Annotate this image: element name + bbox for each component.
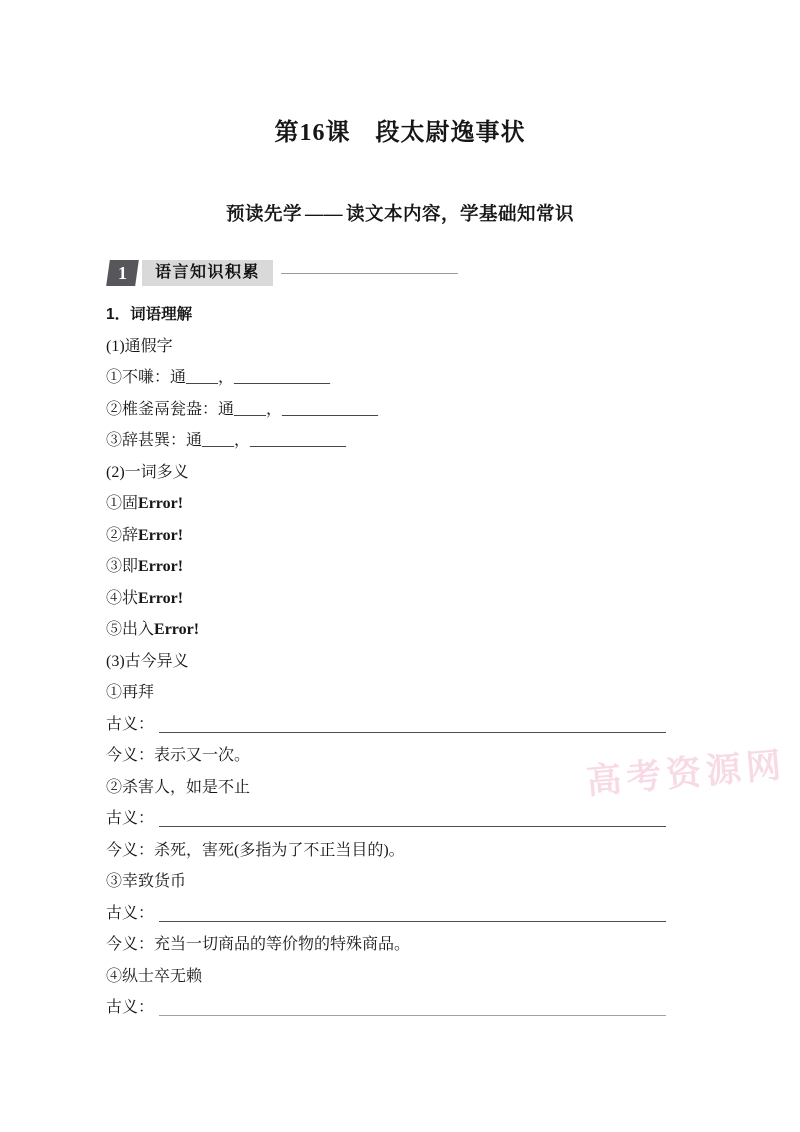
banner-dash: ——: [305, 205, 343, 225]
jinyi-line-1: 今义：表示又一次。: [106, 747, 251, 764]
polysemy-word: ②辞: [106, 526, 139, 544]
tongjiazi-item-3: ③辞甚巽：通____，____________: [106, 432, 347, 449]
polysemy-word: ④状: [106, 589, 139, 607]
guyi-label: 古义：: [106, 810, 155, 827]
error-field: Error!: [138, 589, 184, 607]
guyi-line-1: [106, 709, 726, 741]
error-field: Error!: [138, 495, 184, 512]
guyi-line-2: [106, 803, 726, 835]
polysemy-word: ③即: [106, 558, 139, 575]
guyi-label: 古义：: [106, 715, 155, 733]
guyi-line-3: [106, 898, 726, 930]
guyi-label: 古义：: [106, 999, 155, 1016]
error-field: Error!: [138, 558, 184, 575]
answer-blank: [159, 806, 666, 827]
guyi-line-4: [106, 992, 726, 1024]
gujin-item-3: ③幸致货币: [106, 873, 187, 890]
gujin-item-1: ①再拜: [106, 684, 155, 701]
section-label-box: [142, 260, 273, 286]
banner-rest-text: 读文本内容，学基础知常识: [346, 205, 575, 225]
numbered-section-header: [108, 260, 458, 286]
section-label-text: 语言知识积累: [155, 264, 261, 281]
guyi-label: 古义：: [106, 904, 155, 922]
polysemy-item-3: [106, 551, 726, 583]
polysemy-word: ⑤出入: [106, 621, 155, 638]
polysemy-item-2: [106, 520, 726, 552]
heading-word-understanding: 1．词语理解: [106, 306, 193, 323]
tongjiazi-item-2: ②椎釜鬲瓮盎：通____，____________: [106, 400, 379, 418]
polysemy-item-1: [106, 488, 726, 520]
jinyi-line-2: 今义：杀死，害死(多指为了不正当目的)。: [106, 841, 405, 859]
subheading-gujin: (3)古今异义: [106, 652, 189, 670]
unit-banner: [0, 200, 800, 226]
error-field: Error!: [154, 621, 200, 638]
tongjiazi-item-1: ①不嗛：通____，____________: [106, 369, 331, 386]
lesson-title: 第16课 段太尉逸事状: [274, 120, 526, 146]
polysemy-item-4: [106, 583, 726, 615]
gujin-item-4: ④纵士卒无赖: [106, 967, 203, 985]
section-number-badge: [106, 260, 139, 286]
section-number: 1: [118, 263, 127, 283]
answer-blank: [159, 901, 666, 922]
jinyi-line-3: 今义：充当一切商品的等价物的特殊商品。: [106, 936, 411, 953]
subheading-polysemy: (2)一词多义: [106, 463, 189, 481]
site-watermark: 高考资源网: [584, 745, 788, 803]
answer-blank: [159, 995, 666, 1016]
header-rule: [281, 273, 458, 274]
polysemy-item-5: [106, 614, 726, 646]
banner-lead-text: 预读先学: [225, 203, 302, 224]
gujin-item-2: ②杀害人，如是不止: [106, 778, 251, 796]
answer-blank: [159, 712, 666, 733]
subheading-tongjiazi: (1)通假字: [106, 337, 173, 355]
worksheet-body: [106, 299, 726, 1024]
polysemy-word: ①固: [106, 495, 139, 512]
error-field: Error!: [138, 526, 184, 544]
